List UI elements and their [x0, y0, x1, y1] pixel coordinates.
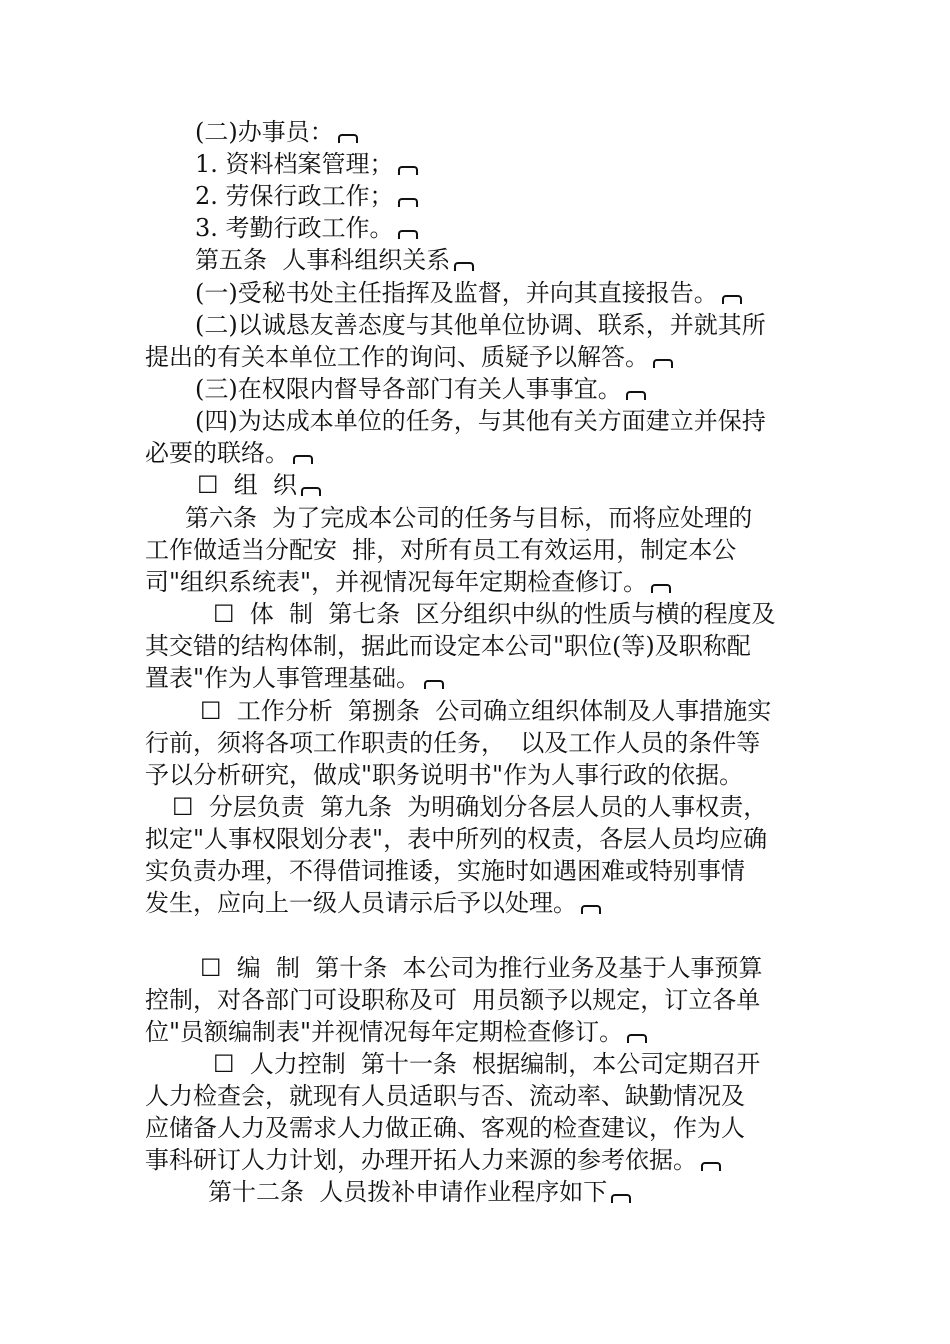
text-line [145, 727, 825, 759]
text-line [145, 148, 875, 180]
line-text: 1. 资料档案管理； [195, 150, 394, 178]
line-text: 予以分析研究，做成"职务说明书"作为人事行政的依据。 [145, 761, 744, 789]
line-text: ☐ 组 织 [197, 471, 298, 499]
line-text: 3. 考勤行政工作。 [195, 214, 394, 242]
text-line [145, 855, 825, 887]
paragraph-mark-icon [581, 905, 601, 914]
text-line [145, 405, 875, 437]
line-text: 司"组织系统表"，并视情况每年定期检查修订。 [145, 568, 648, 596]
text-line [145, 277, 875, 309]
text-line [145, 1144, 825, 1176]
section-heading [145, 469, 877, 501]
line-text: ☐ 分层负责 第九条 为明确划分各层人员的人事权责， [172, 793, 768, 821]
paragraph-mark-icon [301, 487, 321, 496]
paragraph-mark-icon [611, 1194, 631, 1203]
text-line [145, 116, 875, 148]
text-line [145, 1112, 825, 1144]
paragraph-mark-icon [398, 198, 418, 207]
section-heading [145, 598, 893, 630]
section-heading [145, 244, 875, 276]
line-text: 发生，应向上一级人员请示后予以处理。 [145, 889, 577, 917]
text-line [145, 180, 875, 212]
line-text: 置表"作为人事管理基础。 [145, 664, 421, 692]
line-text: (四)为达成本单位的任务，与其他有关方面建立并保持 [195, 407, 766, 435]
line-text: 工作做适当分配安 排，对所有员工有效运用，制定本公 [145, 536, 737, 564]
line-text: ☐ 体 制 第七条 区分组织中纵的性质与横的程度及 [213, 600, 776, 628]
paragraph-mark-icon [701, 1162, 721, 1171]
text-line [145, 887, 825, 919]
line-text: ☐ 人力控制 第十一条 根据编制，本公司定期召开 [213, 1050, 761, 1078]
text-line [145, 309, 875, 341]
line-text: 应储备人力及需求人力做正确、客观的检查建议，作为人 [145, 1114, 745, 1142]
line-text: (二)以诚恳友善态度与其他单位协调、联系，并就其所 [195, 311, 766, 339]
line-text: 拟定"人事权限划分表"，表中所列的权责，各层人员均应确 [145, 825, 768, 853]
text-line [145, 1080, 825, 1112]
line-text: 提出的有关本单位工作的询问、质疑予以解答。 [145, 343, 649, 371]
line-text: 第十二条 人员拨补申请作业程序如下 [208, 1178, 608, 1206]
line-text: 2. 劳保行政工作； [195, 182, 394, 210]
line-text: ☐ 编 制 第十条 本公司为推行业务及基于人事预算 [200, 954, 763, 982]
text-line [145, 823, 825, 855]
text-line [145, 1016, 825, 1048]
line-text: (二)办事员： [195, 118, 334, 146]
text-line [145, 373, 875, 405]
text-line [145, 534, 825, 566]
section-heading [145, 1176, 888, 1208]
line-text: 必要的联络。 [145, 439, 289, 467]
text-line [145, 662, 825, 694]
line-text: (三)在权限内督导各部门有关人事事宜。 [195, 375, 622, 403]
paragraph-mark-icon [627, 1034, 647, 1043]
line-text: (一)受秘书处主任指挥及监督，并向其直接报告。 [195, 279, 718, 307]
line-text: 行前，须将各项工作职责的任务， 以及工作人员的条件等 [145, 729, 761, 757]
line-text: 实负责办理，不得借词推诿，实施时如遇困难或特别事情 [145, 857, 745, 885]
text-line [145, 566, 825, 598]
paragraph-mark-icon [653, 359, 673, 368]
text-line [145, 502, 865, 534]
line-text: ☐ 工作分析 第捌条 公司确立组织体制及人事措施实 [200, 697, 772, 725]
line-text: 第五条 人事科组织关系 [195, 246, 451, 274]
text-line [145, 212, 875, 244]
text-line [145, 630, 825, 662]
paragraph-mark-icon [398, 166, 418, 175]
paragraph-mark-icon [398, 230, 418, 239]
line-text: 其交错的结构体制，据此而设定本公司"职位(等)及职称配 [145, 632, 751, 660]
line-text: 事科研订人力计划，办理开拓人力来源的参考依据。 [145, 1146, 697, 1174]
paragraph-mark-icon [722, 295, 742, 304]
section-heading [145, 695, 880, 727]
line-text: 第六条 为了完成本公司的任务与目标，而将应处理的 [185, 504, 753, 532]
line-text: 控制，对各部门可设职称及可 用员额予以规定，订立各单 [145, 986, 761, 1014]
paragraph-mark-icon [626, 391, 646, 400]
line-text: 人力检查会，就现有人员适职与否、流动率、缺勤情况及 [145, 1082, 745, 1110]
text-line [145, 759, 825, 791]
text-line [145, 437, 825, 469]
paragraph-mark-icon [338, 134, 358, 143]
section-heading [145, 952, 880, 984]
paragraph-mark-icon [293, 455, 313, 464]
text-line [145, 341, 825, 373]
paragraph-mark-icon [454, 262, 474, 271]
paragraph-mark-icon [424, 680, 444, 689]
paragraph-mark-icon [651, 584, 671, 593]
section-heading [145, 791, 852, 823]
text-line [145, 984, 825, 1016]
section-heading [145, 1048, 893, 1080]
line-text: 位"员额编制表"并视情况每年定期检查修订。 [145, 1018, 624, 1046]
